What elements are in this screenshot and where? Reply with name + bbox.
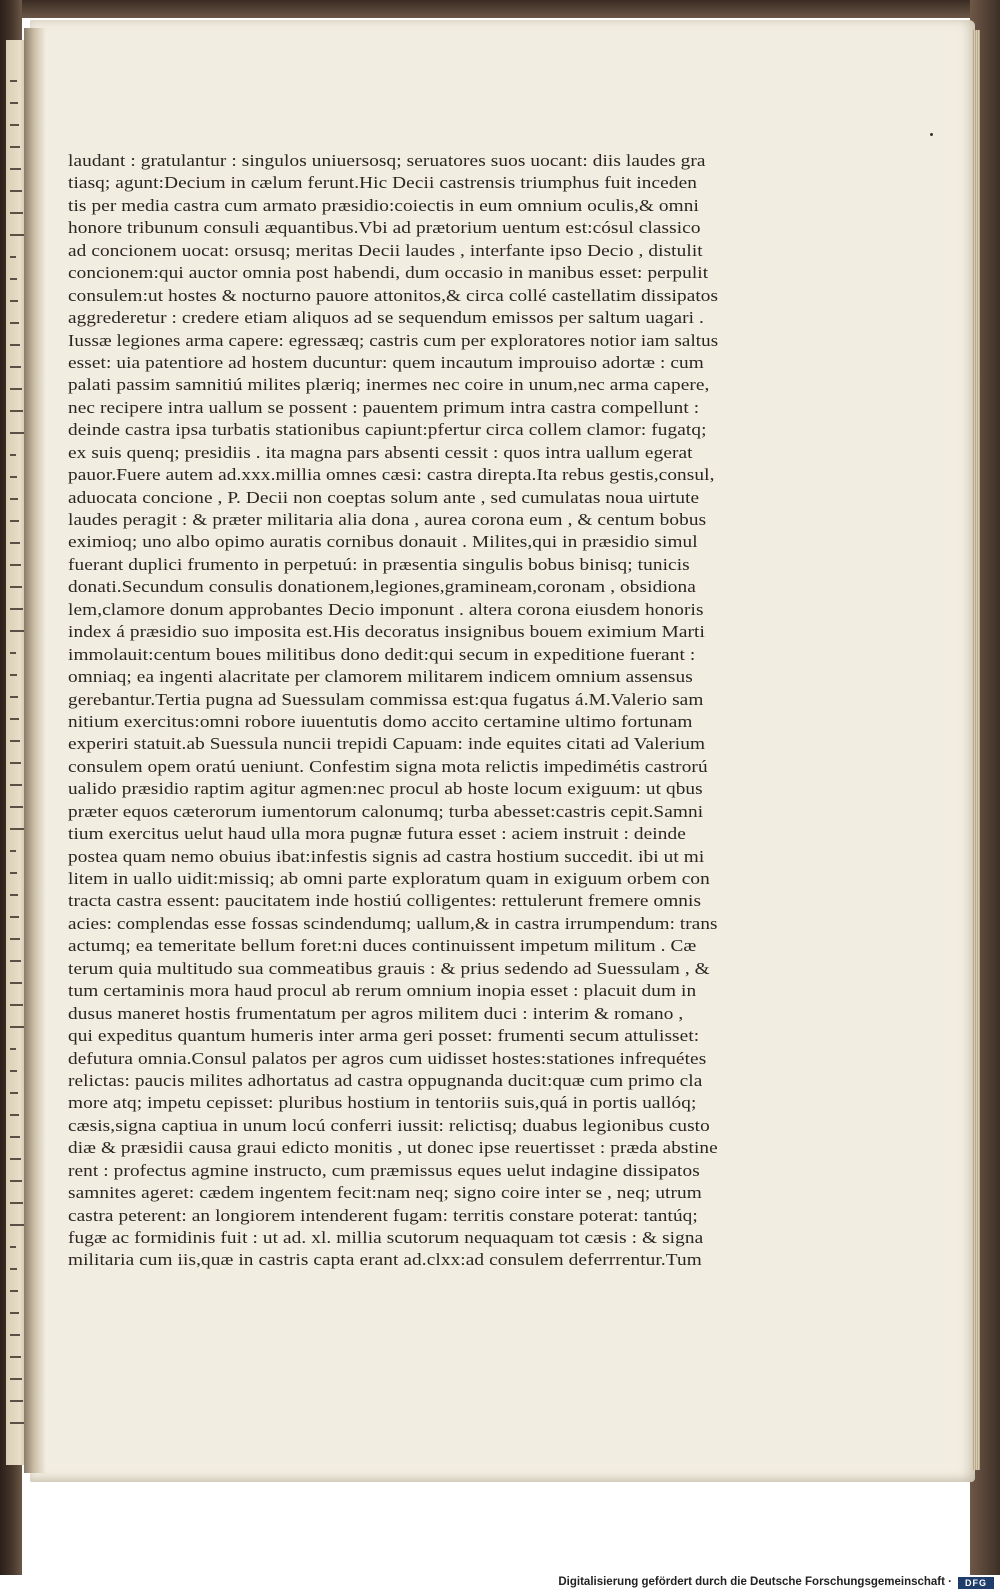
facing-page-ink-mark <box>10 1136 20 1138</box>
facing-page-ink-mark <box>10 80 17 82</box>
facing-page-ink-mark <box>10 366 21 368</box>
text-line: laudes peragit : & præter militaria alia dona , aurea corona eum , & centum bobus <box>68 510 707 529</box>
facing-page-ink-mark <box>10 894 18 896</box>
text-line: index á præsidio suo imposita est.His decoratus insignibus bouem eximium Marti <box>68 622 705 642</box>
facing-page-ink-mark <box>10 388 22 390</box>
latin-text-block <box>68 150 718 1272</box>
facing-page-ink-mark <box>10 630 24 632</box>
text-line: nitium exercitus:omni robore iuuentutis domo accito certamine ultimo fortunam <box>68 711 693 731</box>
facing-page-ink-mark <box>10 542 20 544</box>
text-line: rent : profectus agmine instructo, cum præmissus eques uelut indagine dissipatos <box>68 1160 700 1180</box>
text-line: castra peterent: an longiorem intenderent fugam: territis constare poterat: tantúq; <box>68 1205 698 1225</box>
facing-page-ink-mark <box>10 278 17 280</box>
facing-page-ink-mark <box>10 168 21 170</box>
text-line: terum quia multitudo sua commeatibus grauis : & prius sedendo ad Suessulam , & <box>68 958 710 978</box>
facing-page-ink-mark <box>10 564 21 566</box>
facing-page-ink-mark <box>10 234 24 236</box>
facing-page-ink-mark <box>10 1268 17 1270</box>
facing-page-ink-mark <box>10 1092 18 1094</box>
text-line: tiasq; agunt:Decium in cælum ferunt.Hic Decii castrensis triumphus fuit inceden <box>68 173 697 193</box>
facing-page-ink-mark <box>10 1422 24 1424</box>
text-line: gerebantur.Tertia pugna ad Suessulam commissa est:qua fugatus á.M.Valerio sam <box>68 689 704 709</box>
text-line: dusus maneret hostis frumentatum per agros militem duci : interim & romano , <box>68 1003 684 1023</box>
facing-page-ink-mark <box>10 938 20 940</box>
text-line: immolauit:centum boues militibus dono dedit:qui secum in expeditione fuerant : <box>68 644 696 664</box>
text-line: aduocata concione , P. Decii non coeptas solum ante , sed cumulatas noua uirtute <box>68 487 700 507</box>
facing-page-ink-mark <box>10 1312 19 1314</box>
facing-page-ink-mark <box>10 1180 22 1182</box>
text-line: consulem opem oratú ueniunt. Confestim signa mota relictis impedimétis castrorú <box>68 756 708 776</box>
facing-page-ink-mark <box>10 102 18 104</box>
text-line: tracta castra essent: paucitatem inde hostiú colligentes: rettulerunt fremere omnis <box>68 891 702 911</box>
text-line: qui expeditus quantum humeris inter arma geri posset: frumenti secum attulisset: <box>68 1026 700 1046</box>
facing-page-ink-mark <box>10 410 23 412</box>
facing-page-ink-mark <box>10 212 23 214</box>
facing-page-ink-mark <box>10 652 16 654</box>
text-line: lem,clamore donum approbantes Decio imponunt . altera corona eiusdem honoris <box>68 599 704 619</box>
facing-page-ink-mark <box>10 190 22 192</box>
facing-page-ink-mark <box>10 696 18 698</box>
text-line: militaria cum iis,quæ in castris capta erant ad.clxx:ad consulem deferrrentur.Tum <box>68 1250 702 1270</box>
text-line: ualido præsidio raptim agitur agmen:nec procul ab hoste locum exiguum: ut qbus <box>68 779 703 799</box>
facing-page-ink-mark <box>10 762 21 764</box>
text-line: consulem:ut hostes & nocturno pauore attonitos,& circa collé castellatim dissipatos <box>68 285 719 305</box>
text-line: esset: uia patentiore ad hostem ducuntur: quem incautum improuiso adortæ : cum <box>68 352 704 372</box>
facing-page-ink-mark <box>10 476 17 478</box>
facing-page-ink-mark <box>10 432 24 434</box>
page-gutter-shadow <box>24 28 46 1473</box>
facing-page-ink-mark <box>10 916 19 918</box>
text-line: fuerant duplici frumento in perpetuú: in præsentia singulis bobus binisq; tunicis <box>68 554 690 574</box>
text-line: omniaq; ea ingenti alacritate per clamorem militarem indicem omnium assensus <box>68 667 693 687</box>
facing-page-ink-mark <box>10 256 16 258</box>
text-line: experiri statuit.ab Suessula nuncii trepidi Capuam: inde equites citati ad Valerium <box>68 734 706 754</box>
text-line: tium exercitus uelut haud ulla mora pugnæ futura esset : aciem instruit : deinde <box>68 824 686 844</box>
text-line: palati passim samnitiú milites plæriq; inermes nec coire in unum,nec arma capere, <box>68 375 710 395</box>
text-line: samnites ageret: cædem ingentem fecit:nam neq; signo coire inter se , neq; utrum <box>68 1183 702 1203</box>
facing-page-ink-mark <box>10 586 22 588</box>
facing-page-ink-mark <box>10 498 18 500</box>
facing-page-ink-mark <box>10 1334 20 1336</box>
text-line: cæsis,signa captiua in unum locú conferri iussit: relictisq; duabus legionibus custo <box>68 1115 710 1135</box>
facing-page-ink-mark <box>10 1158 21 1160</box>
text-line: defutura omnia.Consul palatos per agros cum uidisset hostes:stationes infrequétes <box>68 1048 707 1068</box>
text-line: ex suis quenq; presidiis . ita magna pars absenti cessit : quos intra uallum egerat <box>68 442 693 462</box>
facing-page-ink-mark <box>10 124 19 126</box>
facing-page-ink-mark <box>10 1114 19 1116</box>
facing-page-ink-mark <box>10 344 20 346</box>
facing-page-ink-mark <box>10 806 23 808</box>
text-line: actumq; ea temeritate bellum foret:ni duces continuissent impetum militum . Cæ <box>68 936 697 956</box>
facing-page-ink-mark <box>10 1290 18 1292</box>
facing-page-ink-mark <box>10 300 18 302</box>
page-stack-edges <box>972 30 980 1470</box>
facing-page-ink-mark <box>10 1004 23 1006</box>
text-line: ad concionem uocat: orsusq; meritas Decii laudes , interfante ipso Decio , distulit <box>68 240 703 260</box>
text-line: præter equos cæterorum iumentorum calonumq; turba abesset:castris cepit.Samni <box>68 801 704 821</box>
facing-page-ink-mark <box>10 1048 16 1050</box>
text-line: aggrederetur : credere etiam aliquos ad se sequendum emissos per saltum uagari . <box>68 308 704 328</box>
text-line: donati.Secundum consulis donationem,legiones,gramineam,coronam , obsidiona <box>68 577 696 597</box>
facing-page-ink-mark <box>10 1400 23 1402</box>
facing-page-ink-mark <box>10 454 16 456</box>
facing-page-ink-mark <box>10 872 17 874</box>
text-line: litem in uallo uidit:missiq; ab omni parte exploratum quam in exiguum orbem con <box>68 869 710 888</box>
facing-page-ink-mark <box>10 850 16 852</box>
text-line: fugæ ac formidinis fuit : ut ad. xl. millia scutorum nequaquam tot cæsis : & signa <box>68 1228 704 1247</box>
text-line: nec recipere intra uallum se possent : pauentem primum intra castra compellunt : <box>68 397 700 417</box>
text-line: Iussæ legiones arma capere: egressæq; castris cum per exploratores notior iam saltus <box>68 330 719 350</box>
facing-page-ink-mark <box>10 828 24 830</box>
text-line: tum certaminis mora haud procul ab rerum omnium inopia esset : placuit dum in <box>68 981 697 1001</box>
text-line: acies: complendas esse fossas scindendumq; uallum,& in castra irrumpendum: trans <box>68 913 718 933</box>
facing-page-ink-mark <box>10 1026 24 1028</box>
facing-page-ink-mark <box>10 960 21 962</box>
scan-background-top <box>0 0 1000 18</box>
facing-page-ink-mark <box>10 1356 21 1358</box>
facing-page-ink-mark <box>10 146 20 148</box>
facing-page-ink-mark <box>10 322 19 324</box>
facing-page-ink-mark <box>10 1070 17 1072</box>
text-line: postea quam nemo obuius ibat:infestis signis ad castra hostium succedit. ibi ut mi <box>68 846 705 866</box>
dfg-logo: DFG <box>958 1577 994 1589</box>
facing-page-ink-mark <box>10 784 22 786</box>
text-line: pauor.Fuere autem ad.xxx.millia omnes cæsi: castra direpta.Ita rebus gestis,consul, <box>68 465 715 485</box>
facing-page-ink-mark <box>10 1378 22 1380</box>
facing-page-edge <box>6 40 26 1465</box>
facing-page-ink-mark <box>10 1202 23 1204</box>
text-line: deinde castra ipsa turbatis stationibus capiunt:pfertur circa collem clamor: fugatq; <box>68 420 707 440</box>
text-line: concionem:qui auctor omnia post habendi, dum occasio in manibus esset: perpulit <box>68 263 709 283</box>
text-line: more atq; impetu cepisset: pluribus hostium in tentoriis suis,quá in portis uallóq; <box>68 1093 697 1113</box>
facing-page-ink-mark <box>10 674 17 676</box>
facing-page-ink-mark <box>10 982 22 984</box>
facing-page-ink-mark <box>10 718 19 720</box>
text-line: honore tribunum consuli æquantibus.Vbi ad prætorium uentum est:cósul classico <box>68 218 701 238</box>
digitization-credit: Digitalisierung gefördert durch die Deutsche Forschungsgemeinschaft · <box>558 1576 952 1588</box>
facing-page-ink-mark <box>10 1224 24 1226</box>
text-line: eximioq; uno albo opimo auratis cornibus donauit . Milites,qui in præsidio simul <box>68 532 698 552</box>
facing-page-ink-mark <box>10 608 23 610</box>
facing-page-ink-mark <box>10 520 19 522</box>
facing-page-ink-mark <box>10 1246 16 1248</box>
text-line: tis per media castra cum armato præsidio:coiectis in eum omnium oculis,& omni <box>68 195 699 215</box>
text-line: diæ & præsidii causa graui edicto monitis , ut donec ipse reuertisset : præda abstine <box>68 1138 718 1158</box>
text-line: relictas: paucis milites adhortatus ad castra oppugnanda ducit:quæ cum primo cla <box>68 1070 703 1090</box>
text-line: laudant : gratulantur : singulos uniuersosq; seruatores suos uocant: diis laudes gra <box>68 151 706 170</box>
facing-page-ink-mark <box>10 740 20 742</box>
ink-dot <box>930 133 933 136</box>
